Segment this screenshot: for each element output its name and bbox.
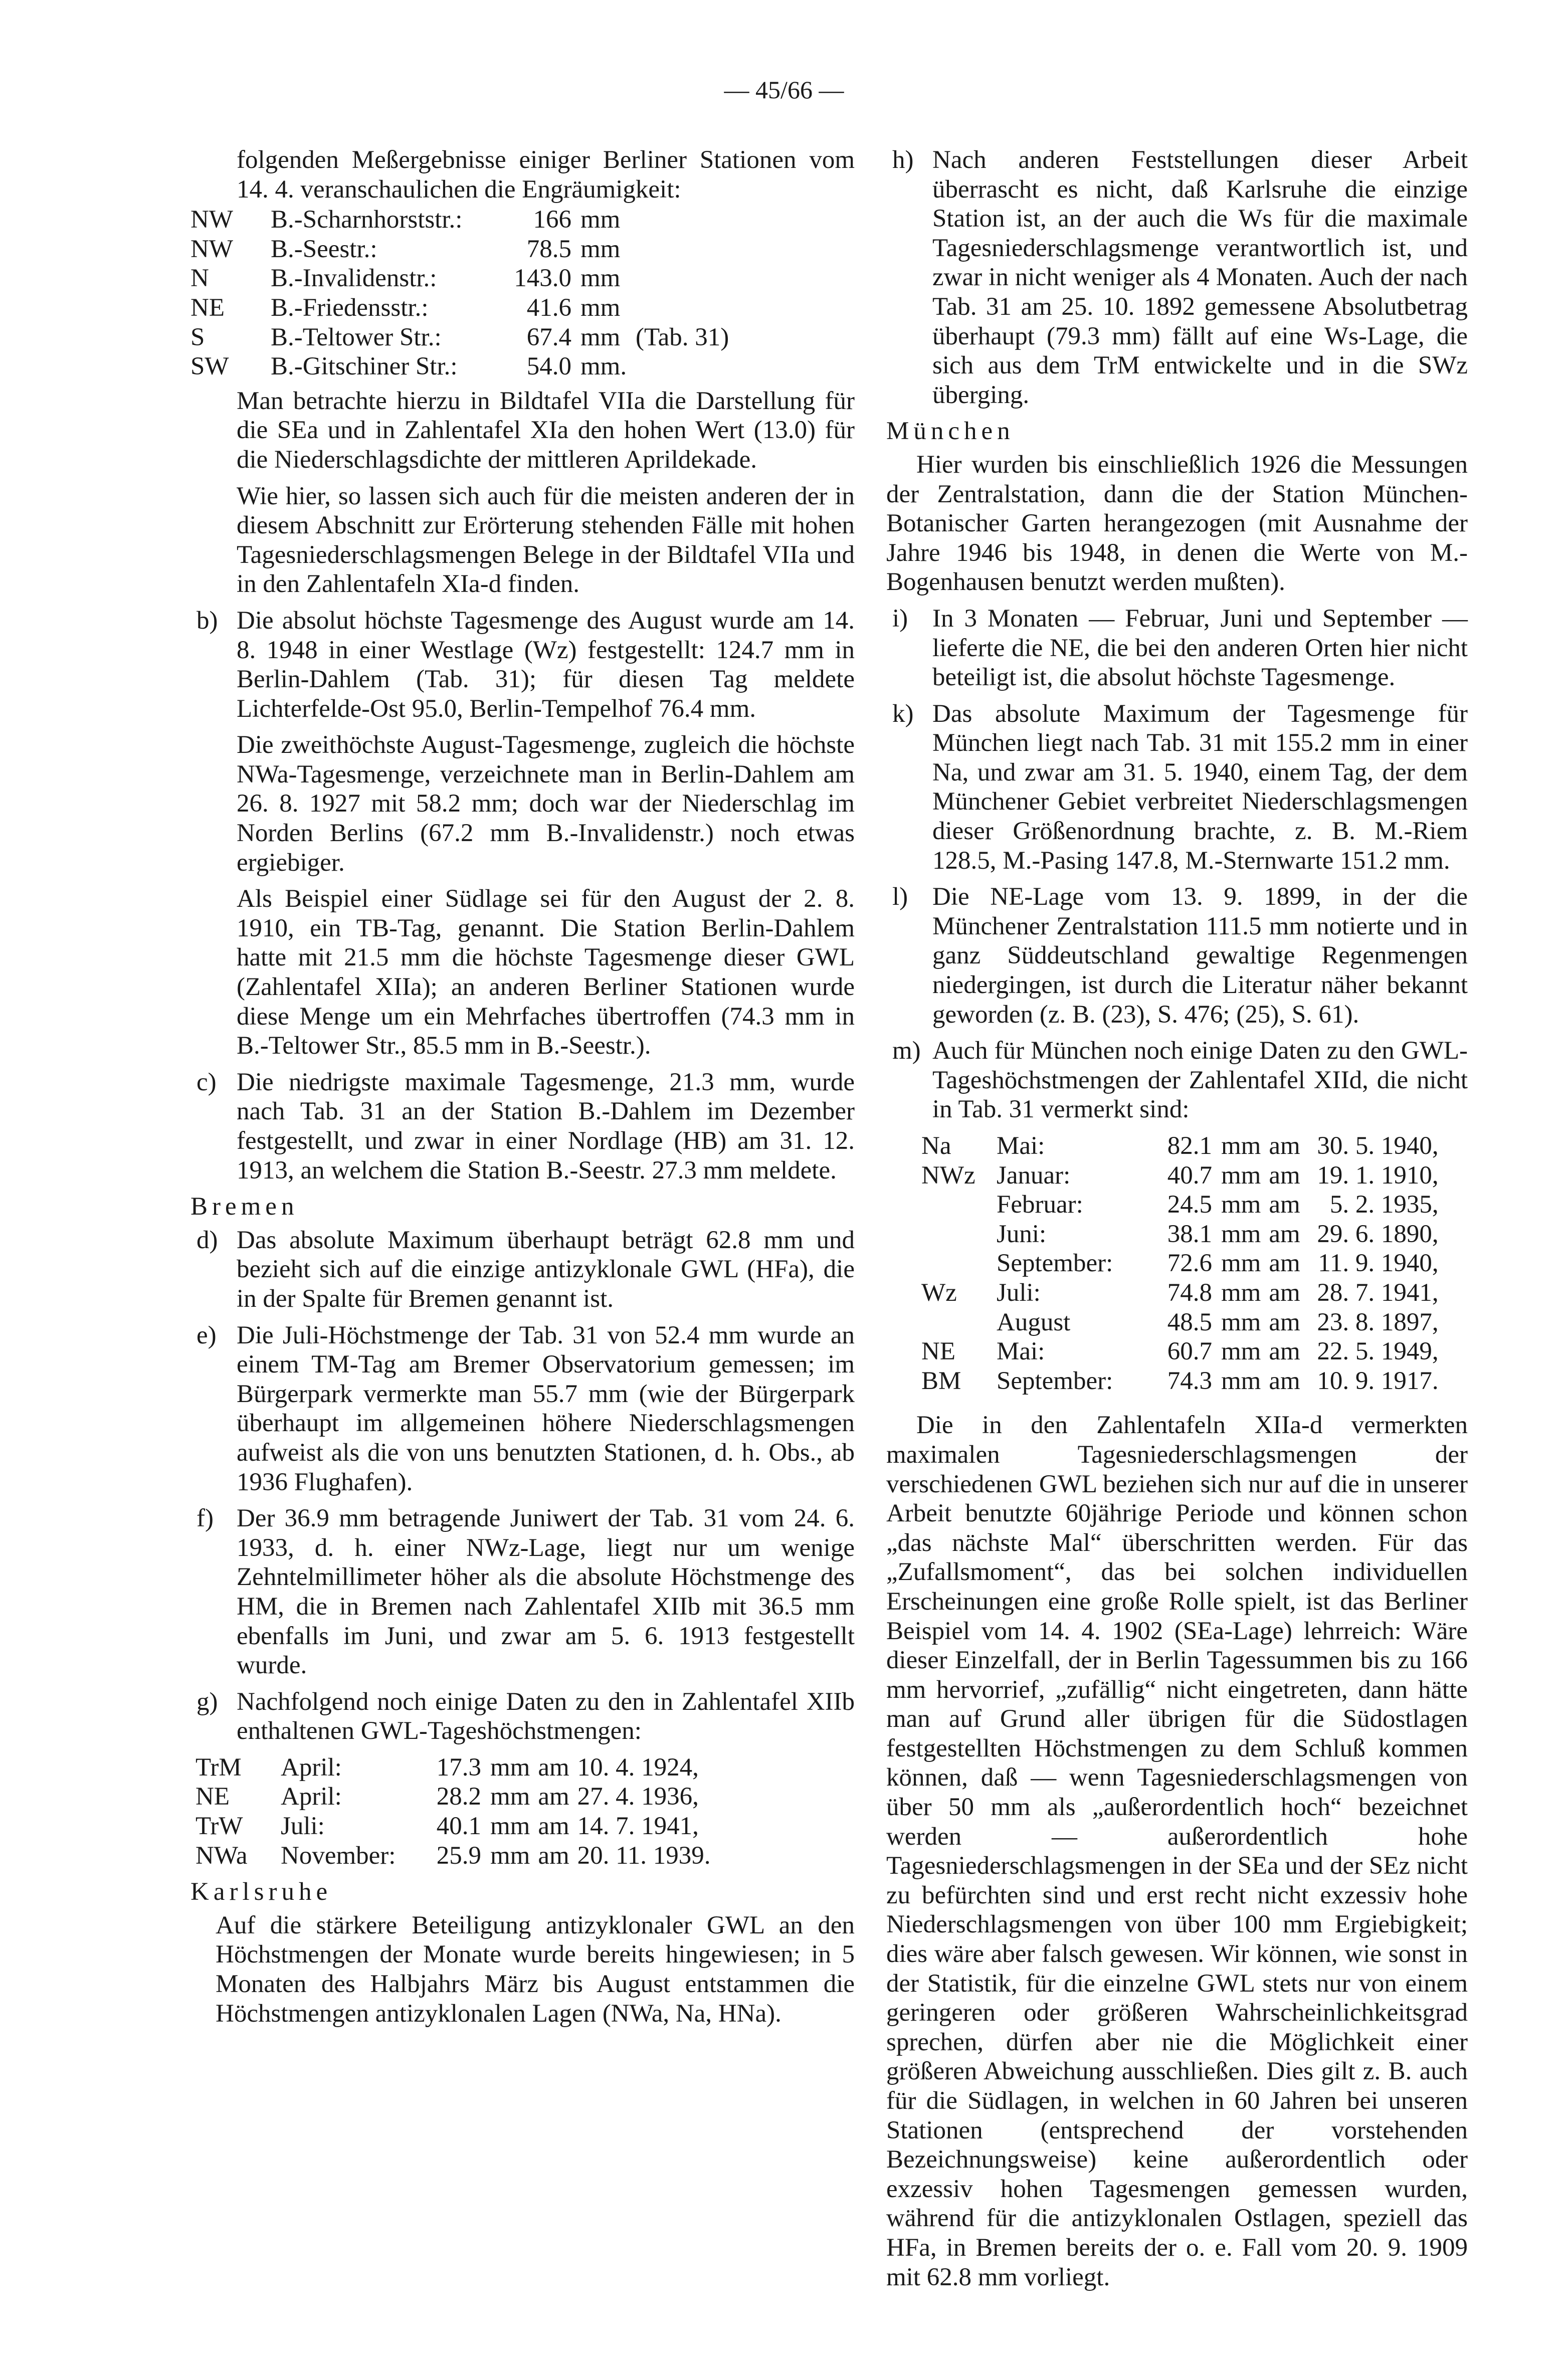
- item-label: b): [197, 606, 218, 635]
- item-label: g): [197, 1687, 218, 1716]
- gwl-row: [921, 1366, 1439, 1396]
- gwl-row-am: am: [1269, 1132, 1300, 1160]
- item-l-text: Die NE-Lage vom 13. 9. 1899, in der die Münchener Zentralstation 111.5 mm notierte und in ganz Süddeutschland gewaltige Regenmengen niedergingen, ist durch die Literatur näher bekannt geworden (z. B. (23), S. 476; (25), S. 61).: [932, 883, 1468, 1029]
- gwl-row-am: am: [1269, 1249, 1300, 1278]
- item-h: [886, 145, 1468, 410]
- gwl-row-unit: mm: [1221, 1161, 1261, 1190]
- gwl-row-unit: mm: [1221, 1220, 1261, 1248]
- gwl-row-val: 82.1: [1167, 1132, 1212, 1160]
- station-row-unit: mm: [580, 293, 621, 322]
- gwl-row: [921, 1190, 1439, 1220]
- gwl-row-am: am: [538, 1783, 569, 1811]
- gwl-row-val: 48.5: [1167, 1308, 1212, 1336]
- item-k: [886, 699, 1468, 876]
- paragraph-muenchen: Hier wurden bis einschließlich 1926 die Messungen der Zentralstation, dann die der Station München-Botanischer Garten herangezogen (mit Ausnahme der Jahre 1946 bis 1948, in denen die Werte von M.-Bogenhausen benutzt werden mußten).: [886, 450, 1468, 597]
- gwl-row-gwl: [921, 1249, 997, 1278]
- item-e-text: Die Juli-Höchstmenge der Tab. 31 von 52.4 mm wurde an einem TM-Tag am Bremer Observatorium gemessen; im Bürgerpark vermerkte man 55.7 mm (wie der Bürgerpark überhaupt im allgemeinen höhere Niederschlagsmengen aufweist als die von uns benutzten Stationen, d. h. Obs., ab 1936 Flughafen).: [237, 1321, 855, 1496]
- gwl-row-gwl: [921, 1190, 997, 1220]
- section-heading-muenchen: München: [886, 417, 1015, 446]
- gwl-row-am: am: [1269, 1161, 1300, 1190]
- station-row-unit: mm: [580, 264, 621, 293]
- item-label: e): [197, 1321, 217, 1349]
- section-heading-karlsruhe: Karlsruhe: [190, 1878, 332, 1906]
- berlin-stations-table: [190, 205, 729, 381]
- paragraph-conclusion: Die in den Zahlentafeln XIIa-d vermerkten maximalen Tagesniederschlagsmengen der verschiedenen GWL beziehen sich nur auf die in unserer Arbeit benutzte 60jährige Periode und können schon „das nächste Mal“ überschritten werden. Für das „Zufallsmoment“, das bei solchen individuellen Erscheinungen eine große Rolle spielt, ist das Berliner Beispiel vom 14. 4. 1902 (SEa-Lage) lehrreich: Wäre dieser Einzelfall, der in Berlin Tagessummen bis zu 166 mm hervorrief, „zufällig“ nicht eingetreten, dann hätte man auf Grund aller übrigen für die Südostlagen festgestellten Höchstmengen zu dem Schluß kommen können, daß — wenn Tagesniederschlagsmengen von über 50 mm als „außerordentlich hoch“ bezeichnet werden — außerordentlich hohe Tagesniederschlagsmengen in der SEa und der SEz nicht zu befürchten sind und erst recht nicht exzessiv hohe Niederschlagsmengen von über 100 mm Ergiebigkeit; dies wäre aber falsch gewesen. Wir können, wie sonst in der Statistik, für die einzelne GWL stets nur von einem geringeren oder größeren Wahrscheinlichkeitsgrad sprechen, dürfen aber nie die Möglichkeit einer größeren Abweichung ausschließen. Dies gilt z. B. auch für die Südlagen, in welchen in 60 Jahren bei unseren Stationen (entsprechend der vorstehenden Bezeichnungsweise) keine außerordentlich oder exzessiv hohen Tagesmengen gemessen wurden, während für die antizyklonalen Ostlagen, speziell das HFa, in Bremen bereits der o. e. Fall vom 20. 9. 1909 mit 62.8 mm vorliegt.: [886, 1411, 1468, 2291]
- gwl-row-unit: mm: [490, 1841, 530, 1870]
- gwl-row-month: April:: [281, 1753, 342, 1782]
- gwl-row-date: 14. 7. 1941,: [577, 1812, 699, 1841]
- paragraph-belege: Wie hier, so lassen sich auch für die meisten anderen der in diesem Abschnitt zur Erörterung stehenden Fälle mit hohen Tagesniederschlagsmengen Belege in der Bildtafel VIIa und in den Zahlentafeln XIa-d finden.: [237, 482, 855, 599]
- gwl-row: [921, 1220, 1439, 1249]
- gwl-row-date: 23. 8. 1897,: [1317, 1308, 1439, 1336]
- item-h-text: Nach anderen Feststellungen dieser Arbeit überrascht es nicht, daß Karlsruhe die einzige Station ist, an der auch die Ws für die maximale Tagesniederschlagsmenge verantwortlich ist, und zwar in nicht weniger als 4 Monaten. Auch der nach Tab. 31 am 25. 10. 1892 gemessene Absolutbetrag überhaupt (79.3 mm) fällt auf eine Ws-Lage, die sich aus dem TrM entwickelte und in die SWz überging.: [932, 146, 1468, 409]
- station-row-dir: N: [190, 264, 209, 293]
- paragraph-karlsruhe: Auf die stärkere Beteiligung antizyklonaler GWL an den Höchstmengen der Monate wurde bereits hingewiesen; in 5 Monaten des Halbjahrs März bis August entstammen die Höchstmengen antizyklonalen Lagen (NWa, Na, HNa).: [216, 1911, 855, 2028]
- gwl-row-month: September:: [997, 1366, 1113, 1395]
- gwl-row-date: 29. 6. 1890,: [1317, 1220, 1439, 1248]
- gwl-row: [195, 1841, 711, 1871]
- station-row-unit: mm: [580, 206, 621, 234]
- gwl-row-val: 17.3: [436, 1753, 481, 1782]
- gwl-row-date: 22. 5. 1949,: [1317, 1337, 1439, 1366]
- gwl-row-date: 20. 11. 1939.: [577, 1841, 711, 1870]
- gwl-row-am: am: [1269, 1337, 1300, 1366]
- station-row-name: B.-Invalidenstr.:: [271, 264, 437, 293]
- gwl-row-val: 74.3: [1167, 1366, 1212, 1395]
- gwl-row-date: 11. 9. 1940,: [1318, 1249, 1439, 1278]
- item-i-text: In 3 Monaten — Februar, Juni und September — lieferte die NE, die bei den anderen Orten hier nicht beteiligt ist, die absolut höchste Tagesmenge.: [932, 604, 1468, 692]
- gwl-row-am: am: [1269, 1366, 1300, 1395]
- gwl-row-unit: mm: [490, 1753, 530, 1782]
- gwl-row-am: am: [1269, 1308, 1300, 1336]
- station-row: [190, 352, 729, 381]
- station-row-dir: SW: [190, 352, 229, 381]
- gwl-row-unit: mm: [490, 1783, 530, 1811]
- gwl-row-unit: mm: [490, 1812, 530, 1841]
- gwl-row-unit: mm: [1221, 1308, 1261, 1336]
- item-e: [190, 1321, 855, 1497]
- item-b-text-2: Die zweithöchste August-Tagesmenge, zugleich die höchste NWa-Tagesmenge, verzeichnete man in Berlin-Dahlem am 26. 8. 1927 mit 58.2 mm; doch war der Niederschlag im Norden Berlins (67.2 mm B.-Invalidenstr.) noch etwas ergiebiger.: [237, 731, 855, 877]
- gwl-row-month: April:: [281, 1783, 342, 1811]
- gwl-row: [921, 1161, 1439, 1191]
- station-row-name: B.-Scharnhorststr.:: [271, 206, 463, 234]
- gwl-row-gwl: TrW: [195, 1812, 243, 1841]
- gwl-row-am: am: [538, 1812, 569, 1841]
- station-row: [190, 235, 729, 264]
- station-row: [190, 293, 729, 323]
- station-row-val: 67.4: [526, 323, 571, 351]
- gwl-row-gwl: BM: [921, 1366, 961, 1395]
- item-f-text: Der 36.9 mm betragende Juniwert der Tab. 31 vom 24. 6. 1933, d. h. einer NWz-Lage, liegt nur um wenige Zehntelmillimeter höher als die absolute Höchstmenge des HM, die in Bremen nach Zahlentafel XIIb mit 36.5 mm ebenfalls im Juni, und zwar am 5. 6. 1913 festgestellt wurde.: [237, 1504, 855, 1680]
- page-number: — 45/66 —: [724, 76, 844, 104]
- gwl-row-unit: mm: [1221, 1249, 1261, 1278]
- gwl-row-gwl: Wz: [921, 1278, 957, 1307]
- item-b-text-1: Die absolut höchste Tagesmenge des August wurde am 14. 8. 1948 in einer Westlage (Wz) festgestellt: 124.7 mm in Berlin-Dahlem (Tab. 31); für diesen Tag meldete Lichterfelde-Ost 95.0, Berlin-Tempelhof 76.4 mm.: [237, 606, 855, 723]
- gwl-row: [195, 1753, 711, 1783]
- gwl-row-gwl: [921, 1308, 997, 1337]
- station-row-unit: mm: [580, 235, 621, 263]
- gwl-row-date: 19. 1. 1910,: [1317, 1161, 1439, 1190]
- gwl-row-gwl: NWa: [195, 1841, 248, 1870]
- paragraph-bildtafel: Man betrachte hierzu in Bildtafel VIIa die Darstellung für die SEa und in Zahlentafel XIa den hohen Wert (13.0) für die Niederschlagsdichte der mittleren Aprildekade.: [237, 386, 855, 474]
- station-row-note: [631, 293, 729, 323]
- station-row-note: [631, 205, 729, 235]
- gwl-row-val: 72.6: [1167, 1249, 1212, 1278]
- item-label: d): [197, 1226, 218, 1254]
- item-b-text-3: Als Beispiel einer Südlage sei für den August der 2. 8. 1910, ein TB-Tag, genannt. Die Station Berlin-Dahlem hatte mit 21.5 mm die höchste Tagesmenge dieser GWL (Zahlentafel XIIa); an anderen Berliner Stationen wurde diese Menge um ein Mehrfaches übertroffen (74.3 mm in B.-Teltower Str., 85.5 mm in B.-Seestr.).: [237, 885, 855, 1060]
- gwl-row-am: am: [1269, 1278, 1300, 1307]
- gwl-row-unit: mm: [1221, 1366, 1261, 1395]
- item-label: k): [892, 699, 914, 728]
- gwl-row-am: am: [1269, 1191, 1300, 1219]
- bremen-gwl-table: [195, 1753, 711, 1870]
- gwl-row-month: November:: [281, 1841, 396, 1870]
- gwl-row-date: 27. 4. 1936,: [577, 1783, 699, 1811]
- station-row-val: 143.0: [514, 264, 571, 293]
- station-row: [190, 205, 729, 235]
- item-g: [190, 1687, 855, 1746]
- item-m-text: Auch für München noch einige Daten zu den GWL-Tageshöchstmengen der Zahlentafel XIId, die nicht in Tab. 31 vermerkt sind:: [932, 1037, 1468, 1124]
- item-i: [886, 604, 1468, 692]
- station-row-name: B.-Teltower Str.:: [271, 323, 442, 351]
- station-row-note: (Tab. 31): [636, 323, 729, 351]
- gwl-row: [921, 1308, 1439, 1337]
- gwl-row-am: am: [1269, 1220, 1300, 1248]
- gwl-row-month: Juli:: [997, 1278, 1041, 1307]
- gwl-row-val: 40.1: [436, 1812, 481, 1841]
- item-c-text: Die niedrigste maximale Tagesmenge, 21.3 mm, wurde nach Tab. 31 an der Station B.-Dahlem im Dezember festgestellt, und zwar in einer Nordlage (HB) am 31. 12. 1913, an welchem die Station B.-Seestr. 27.3 mm meldete.: [237, 1068, 855, 1185]
- gwl-row-date: 5. 2. 1935,: [1329, 1191, 1439, 1219]
- gwl-row-month: Mai:: [997, 1337, 1045, 1366]
- station-row-name: B.-Seestr.:: [271, 235, 377, 263]
- gwl-row-unit: mm: [1221, 1337, 1261, 1366]
- muenchen-gwl-table: [921, 1131, 1439, 1396]
- station-row-name: B.-Friedensstr.:: [271, 293, 429, 322]
- gwl-row-gwl: [921, 1220, 997, 1249]
- gwl-row-unit: mm: [1221, 1191, 1261, 1219]
- gwl-row-val: 24.5: [1167, 1191, 1212, 1219]
- gwl-row: [921, 1278, 1439, 1308]
- station-row-val: 54.0: [526, 352, 571, 381]
- gwl-row-val: 40.7: [1167, 1161, 1212, 1190]
- section-heading-bremen: Bremen: [190, 1193, 299, 1221]
- gwl-row: [921, 1249, 1439, 1278]
- gwl-row-date: 10. 4. 1924,: [577, 1753, 699, 1782]
- item-b: [190, 606, 855, 1061]
- gwl-row-gwl: Na: [921, 1132, 951, 1160]
- gwl-row-gwl: NWz: [921, 1161, 975, 1190]
- station-row-dir: NW: [190, 206, 233, 234]
- item-label: m): [892, 1037, 921, 1065]
- gwl-row-month: Januar:: [997, 1161, 1071, 1190]
- item-label: l): [892, 883, 908, 911]
- item-label: i): [892, 604, 908, 633]
- gwl-row-month: Februar:: [997, 1191, 1083, 1219]
- item-label: f): [197, 1504, 214, 1533]
- station-row-dir: NW: [190, 235, 233, 263]
- gwl-row-val: 28.2: [436, 1783, 481, 1811]
- station-row-name: B.-Gitschiner Str.:: [271, 352, 458, 381]
- gwl-row-unit: mm: [1221, 1132, 1261, 1160]
- gwl-row-gwl: NE: [921, 1337, 955, 1366]
- item-d: [190, 1226, 855, 1314]
- gwl-row-month: August: [997, 1308, 1071, 1336]
- gwl-row-month: September:: [997, 1249, 1113, 1278]
- gwl-row-val: 38.1: [1167, 1220, 1212, 1248]
- station-row-dir: NE: [190, 293, 225, 322]
- gwl-row-unit: mm: [1221, 1278, 1261, 1307]
- station-row-note: [631, 352, 729, 381]
- gwl-row: [921, 1337, 1439, 1366]
- intro-paragraph: folgenden Meßergebnisse einiger Berliner Stationen vom 14. 4. veranschaulichen die Engräumigkeit:: [237, 146, 855, 204]
- gwl-row-month: Juli:: [281, 1812, 325, 1841]
- item-d-text: Das absolute Maximum überhaupt beträgt 62.8 mm und bezieht sich auf die einzige antizyklonale GWL (HFa), die in der Spalte für Bremen genannt ist.: [237, 1226, 855, 1313]
- gwl-row-gwl: TrM: [195, 1753, 242, 1782]
- station-row-unit: mm: [580, 323, 621, 351]
- gwl-row-month: Juni:: [997, 1220, 1047, 1248]
- station-row-note: [631, 264, 729, 293]
- item-f: [190, 1504, 855, 1680]
- item-l: [886, 882, 1468, 1029]
- gwl-row-val: 60.7: [1167, 1337, 1212, 1366]
- station-row: [190, 323, 729, 352]
- item-k-text: Das absolute Maximum der Tagesmenge für München liegt nach Tab. 31 mit 155.2 mm in einer Na, und zwar am 31. 5. 1940, einem Tag, der dem Münchener Gebiet verbreitet Niederschlagsmengen dieser Größenordnung brachte, z. B. M.-Riem 128.5, M.-Pasing 147.8, M.-Sternwarte 151.2 mm.: [932, 699, 1468, 875]
- item-m: [886, 1036, 1468, 1124]
- gwl-row-val: 74.8: [1167, 1278, 1212, 1307]
- item-label: h): [892, 146, 914, 174]
- station-row-val: 166: [533, 206, 571, 234]
- gwl-row-month: Mai:: [997, 1132, 1045, 1160]
- gwl-row-date: 30. 5. 1940,: [1317, 1132, 1439, 1160]
- right-column: [886, 145, 1468, 2292]
- station-row-unit: mm.: [580, 352, 627, 381]
- item-label: c): [197, 1068, 217, 1096]
- gwl-row-date: 28. 7. 1941,: [1317, 1278, 1439, 1307]
- gwl-row-am: am: [538, 1841, 569, 1870]
- gwl-row: [921, 1131, 1439, 1161]
- gwl-row-gwl: NE: [195, 1783, 230, 1811]
- gwl-row-am: am: [538, 1753, 569, 1782]
- station-row: [190, 264, 729, 293]
- gwl-row: [195, 1812, 711, 1841]
- station-row-val: 78.5: [526, 235, 571, 263]
- station-row-dir: S: [190, 323, 205, 351]
- item-c: [190, 1068, 855, 1185]
- station-row-note: [631, 235, 729, 264]
- gwl-row-date: 10. 9. 1917.: [1317, 1366, 1439, 1395]
- station-row-val: 41.6: [526, 293, 571, 322]
- gwl-row-val: 25.9: [436, 1841, 481, 1870]
- left-column: [190, 145, 855, 2028]
- gwl-row: [195, 1782, 711, 1812]
- item-g-text: Nachfolgend noch einige Daten zu den in Zahlentafel XIIb enthaltenen GWL-Tageshöchstmengen:: [237, 1687, 855, 1745]
